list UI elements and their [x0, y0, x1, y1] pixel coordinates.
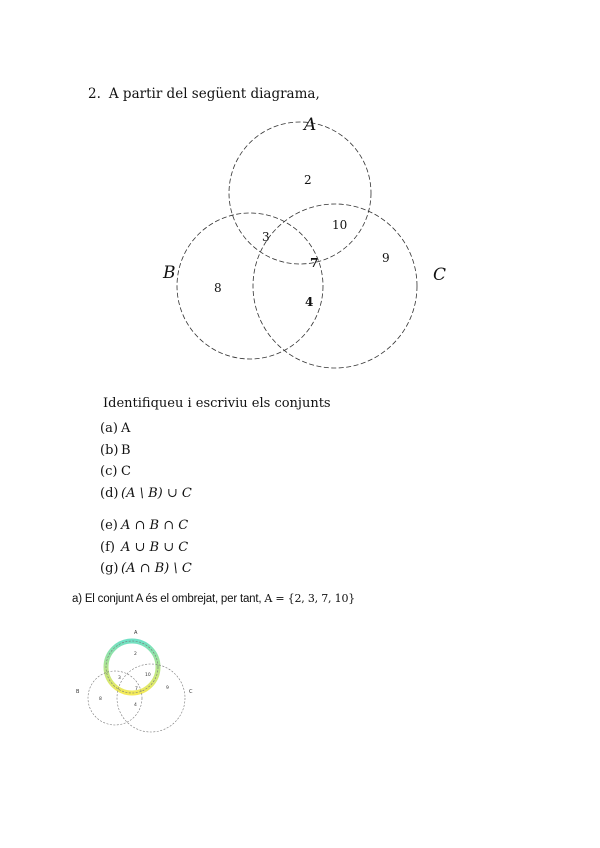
region-only-a: 2 [304, 173, 312, 187]
item-label: (a) [100, 421, 118, 436]
answer-thumbnail-diagram [74, 622, 204, 738]
item-label: (d) [100, 485, 119, 501]
thumb-label-c: C [189, 689, 193, 695]
list-item [100, 515, 192, 537]
list-item [100, 461, 192, 483]
thumb-region-a-b: 3 [118, 676, 121, 681]
thumb-circle-b [88, 671, 142, 725]
instructions-text: Identifiqueu i escriviu els conjunts [103, 396, 331, 411]
answer-prefix: a) El conjunt A és el ombrejat, per tant, [72, 593, 262, 605]
item-text: A ∪ B ∪ C [121, 539, 189, 555]
list-item [100, 440, 192, 462]
list-item [100, 418, 192, 440]
region-only-b: 8 [214, 281, 222, 295]
thumb-region-only-a: 2 [134, 652, 137, 657]
item-label: (c) [100, 464, 118, 479]
list-item [100, 483, 192, 505]
thumb-label-b: B [76, 689, 80, 695]
answer-line [72, 592, 355, 605]
list-item [100, 558, 192, 580]
region-a-c: 10 [332, 218, 348, 232]
item-label: (g) [100, 561, 119, 576]
label-b: B [163, 263, 176, 283]
item-text: B [121, 442, 131, 458]
item-text: (A \ B) ∪ C [121, 485, 192, 501]
thumb-region-only-b: 8 [99, 697, 102, 702]
item-label: (f) [100, 539, 115, 555]
label-a: A [304, 115, 317, 135]
item-label: (e) [100, 518, 118, 533]
question-number: 2. [88, 86, 101, 102]
region-b-c: 4 [305, 295, 314, 309]
question-text: A partir del següent diagrama, [108, 86, 320, 102]
region-only-c: 9 [382, 251, 390, 265]
thumb-region-only-c: 9 [166, 686, 169, 691]
list-item [100, 537, 192, 559]
region-a-b: 3 [262, 230, 270, 244]
question-heading [88, 86, 320, 102]
thumb-label-a: A [134, 630, 138, 636]
venn-diagram [150, 108, 470, 380]
circle-a [229, 122, 371, 264]
item-text: A [121, 421, 131, 436]
answer-math: A = {2, 3, 7, 10} [264, 592, 356, 605]
region-a-b-c: 7 [310, 256, 319, 270]
thumb-region-a-b-c: 7 [135, 687, 138, 692]
item-text: (A ∩ B) \ C [121, 561, 192, 576]
thumb-region-b-c: 4 [134, 703, 137, 708]
exercise-list [100, 418, 192, 580]
label-c: C [433, 265, 447, 285]
item-label: (b) [100, 442, 119, 458]
circle-b [177, 213, 323, 359]
item-text: A ∩ B ∩ C [121, 518, 189, 533]
thumb-region-a-c: 10 [145, 673, 151, 678]
item-text: C [121, 464, 131, 479]
